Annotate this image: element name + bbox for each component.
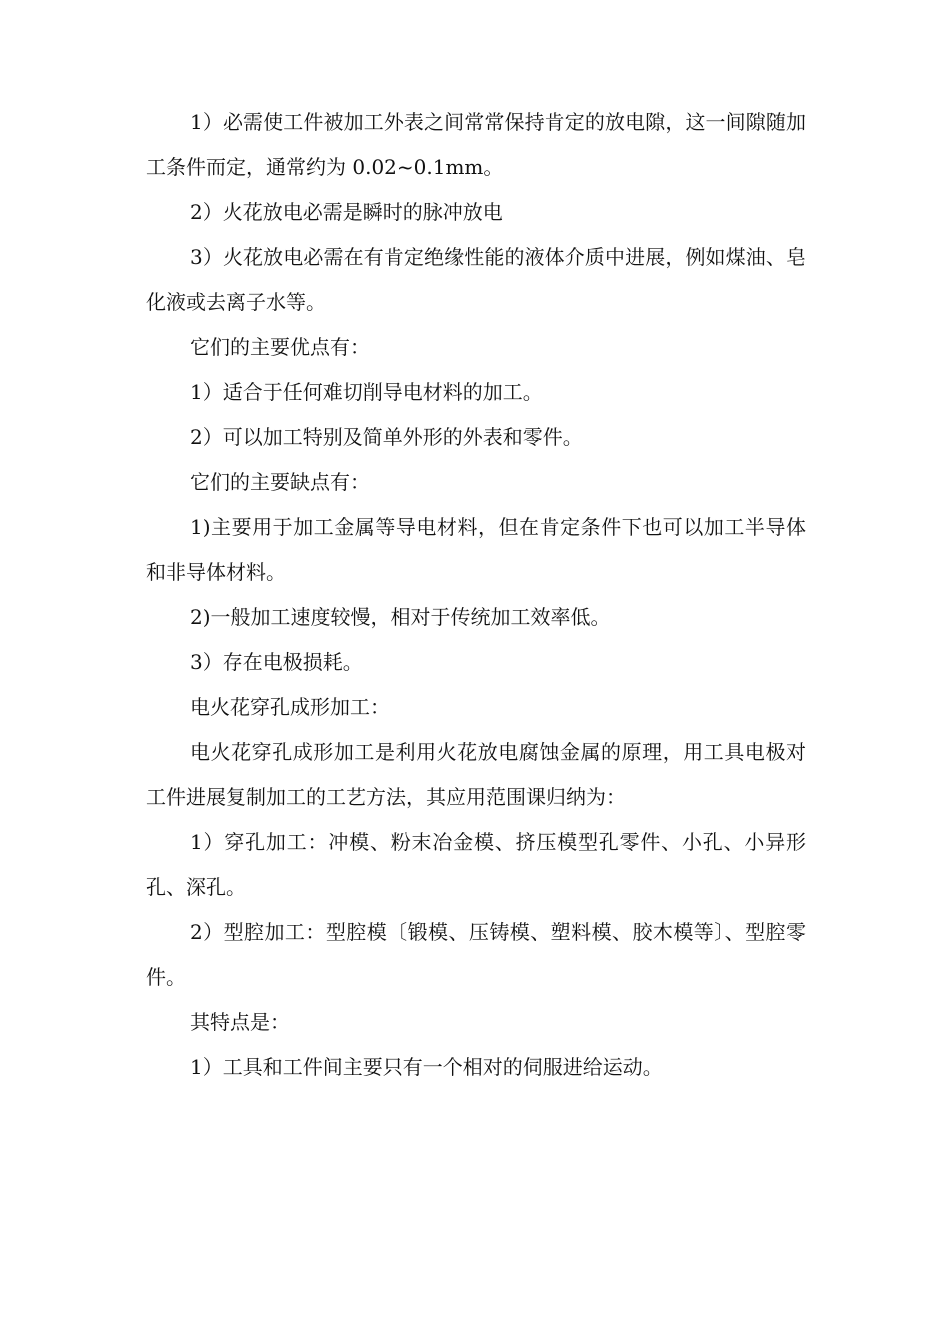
paragraph-advantage-1: 1）适合于任何难切削导电材料的加工。 [190,380,543,404]
paragraph-disadvantage-3: 3）存在电极损耗。 [190,650,363,674]
heading-edm-forming: 电火花穿孔成形加工： [190,695,390,719]
heading-disadvantages: 它们的主要缺点有： [190,470,370,494]
paragraph-liquid-medium: 3）火花放电必需在有肯定绝缘性能的液体介质中进展，例如煤油、皂化液或去离子水等。 [146,245,806,314]
heading-advantages: 它们的主要优点有： [190,335,370,359]
paragraph-piercing: 1）穿孔加工：冲模、粉末冶金模、挤压模型孔零件、小孔、小异形孔、深孔。 [146,830,806,899]
paragraph-discharge-gap: 1）必需使工件被加工外表之间常常保持肯定的放电隙，这一间隙随加工条件而定，通常约为 0.02~0.1mm。 [146,110,806,179]
paragraph-disadvantage-2: 2)一般加工速度较慢，相对于传统加工效率低。 [190,605,611,629]
paragraph-feature-1: 1）工具和工件间主要只有一个相对的伺服进给运动。 [190,1055,663,1079]
paragraph-advantage-2: 2）可以加工特别及简单外形的外表和零件。 [190,425,583,449]
paragraph-edm-principle: 电火花穿孔成形加工是利用火花放电腐蚀金属的原理，用工具电极对工件进展复制加工的工艺方法，其应用范围课归纳为： [146,740,806,809]
heading-features: 其特点是： [190,1010,290,1034]
document-body [146,100,806,1090]
paragraph-disadvantage-1: 1)主要用于加工金属等导电材料，但在肯定条件下也可以加工半导体和非导体材料。 [146,515,806,584]
paragraph-cavity: 2）型腔加工：型腔模〔锻模、压铸模、塑料模、胶木模等〕、型腔零件。 [146,920,806,989]
paragraph-pulse-discharge: 2）火花放电必需是瞬时的脉冲放电 [190,200,503,224]
